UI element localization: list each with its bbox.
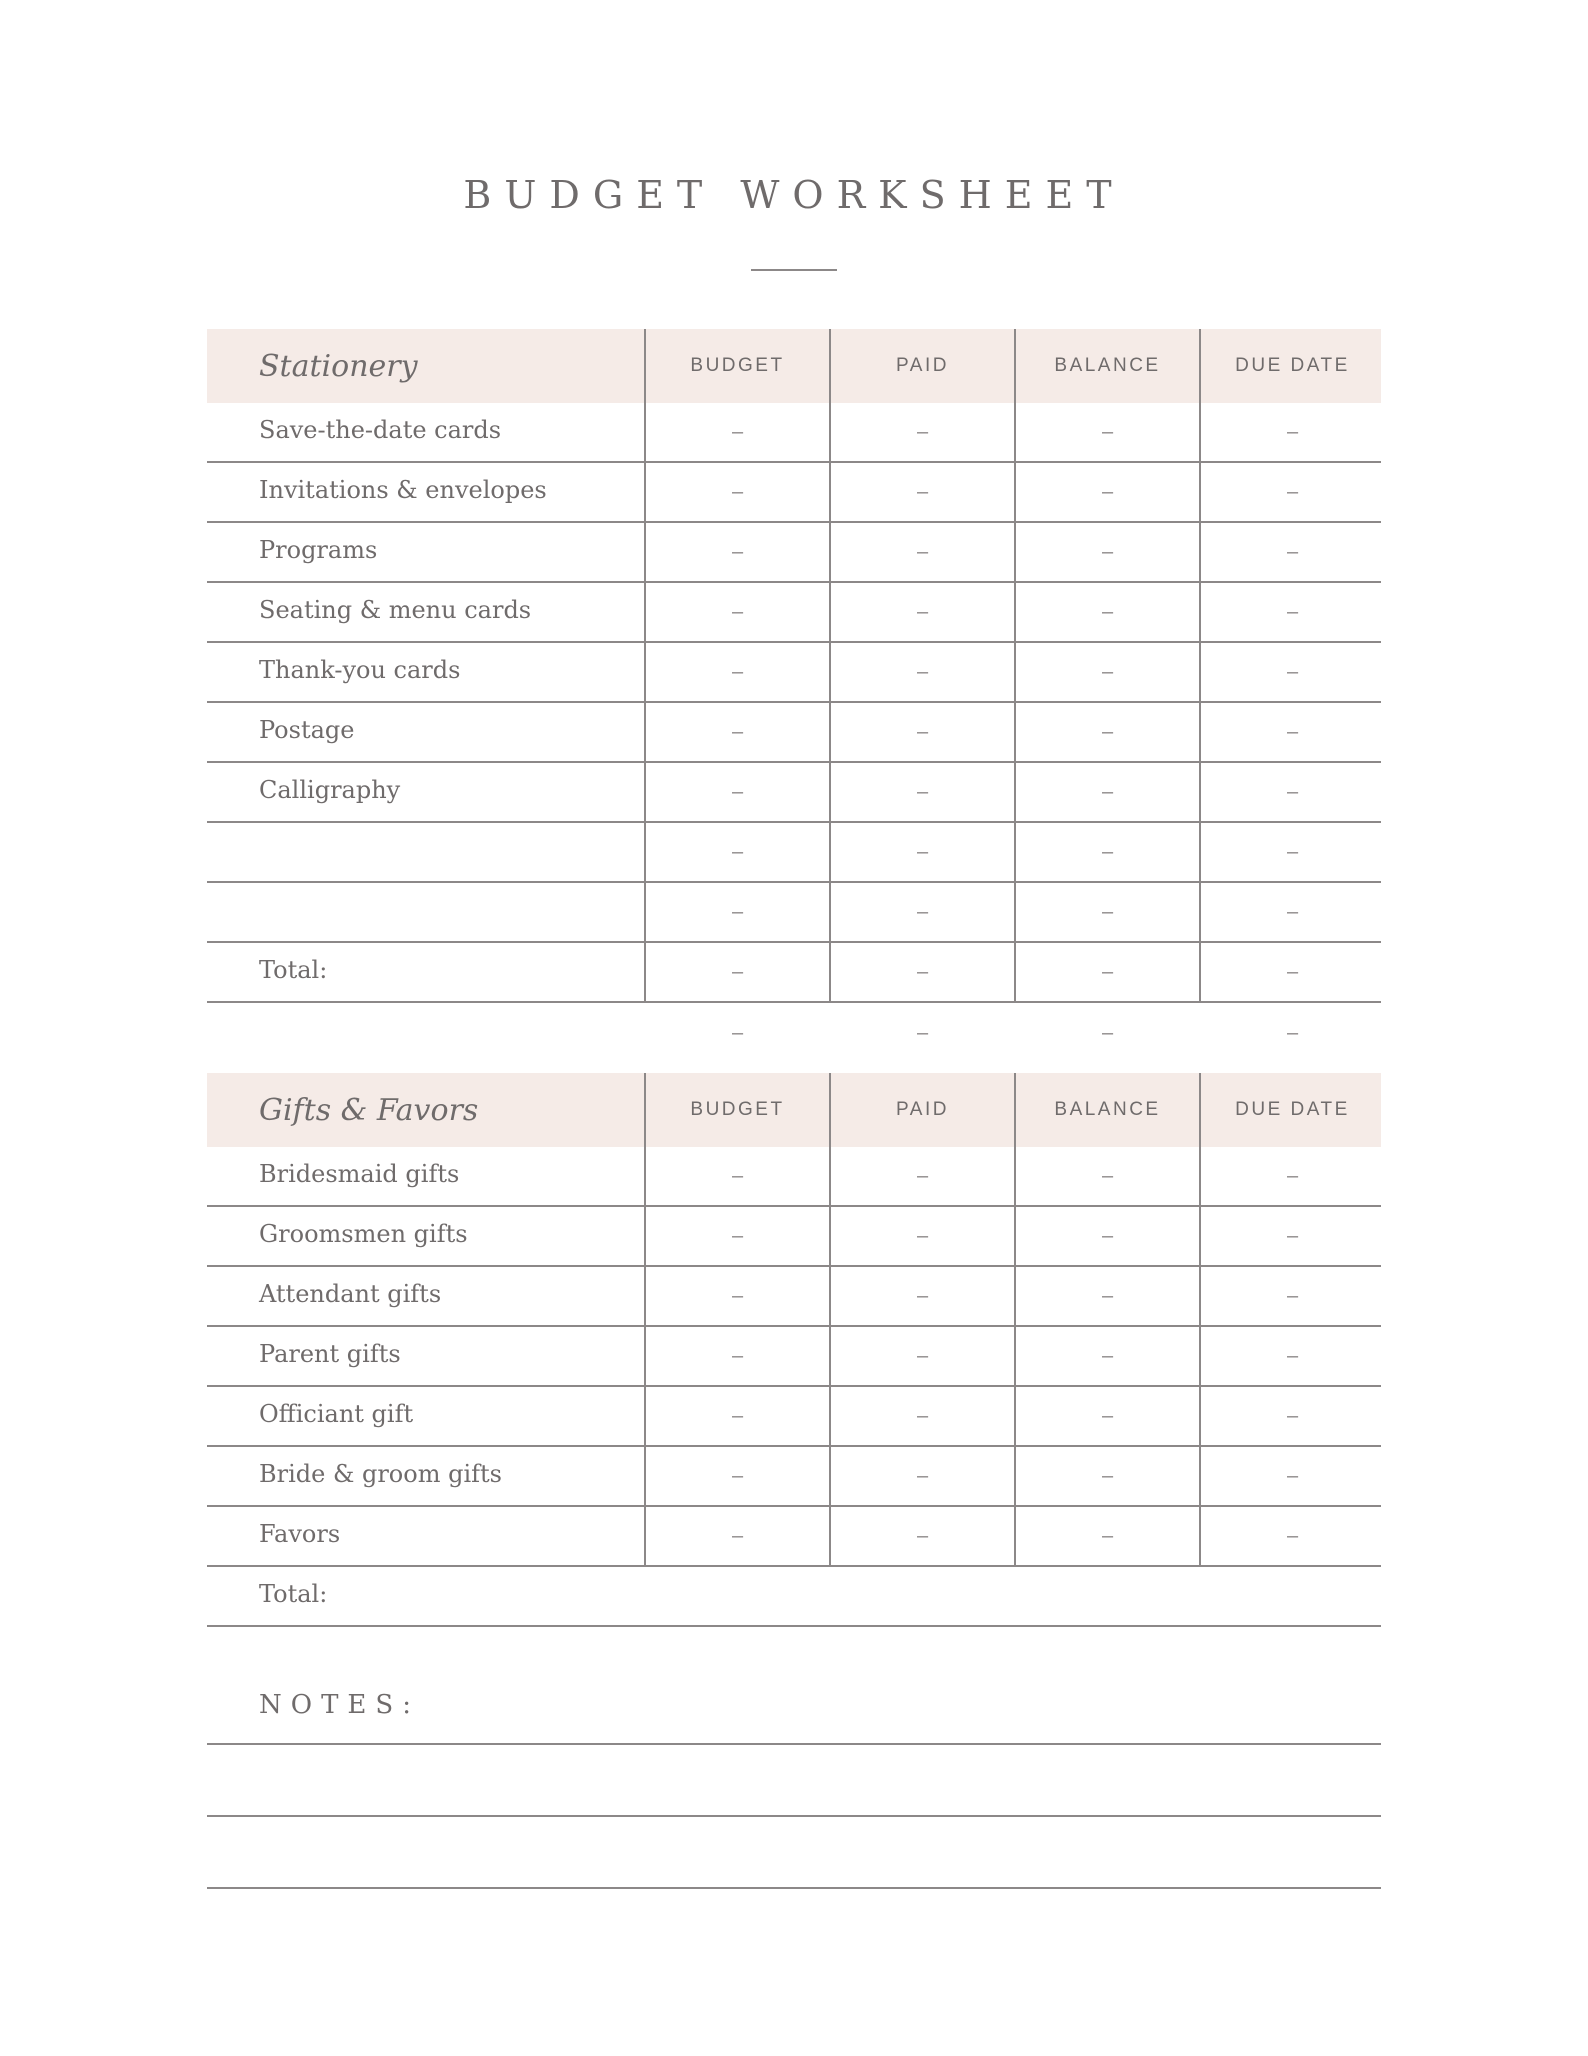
total-row bbox=[207, 943, 1381, 1003]
total-label: Total: bbox=[259, 1580, 328, 1608]
budget-cell[interactable]: – bbox=[644, 523, 829, 581]
column-header-balance: BALANCE bbox=[1014, 329, 1199, 403]
column-header-due-date: DUE DATE bbox=[1199, 1073, 1384, 1147]
due-date-cell[interactable]: – bbox=[1199, 763, 1384, 821]
table-row-open bbox=[207, 1003, 1381, 1063]
paid-cell[interactable]: – bbox=[829, 1387, 1014, 1445]
table-row bbox=[207, 523, 1381, 583]
balance-cell[interactable]: – bbox=[1014, 523, 1199, 581]
section-title-stationery: Stationery bbox=[259, 348, 418, 384]
balance-cell[interactable]: – bbox=[1014, 703, 1199, 761]
table-row-blank bbox=[207, 823, 1381, 883]
paid-cell[interactable]: – bbox=[829, 1507, 1014, 1565]
paid-cell[interactable]: – bbox=[829, 463, 1014, 521]
item-label-blank[interactable] bbox=[207, 823, 644, 881]
budget-cell[interactable]: – bbox=[644, 643, 829, 701]
item-label: Invitations & envelopes bbox=[259, 476, 547, 504]
balance-cell[interactable]: – bbox=[1014, 463, 1199, 521]
paid-total-cell[interactable] bbox=[829, 1567, 1014, 1625]
due-date-cell[interactable]: – bbox=[1199, 583, 1384, 641]
section-title-gifts: Gifts & Favors bbox=[259, 1092, 479, 1128]
paid-cell[interactable]: – bbox=[829, 883, 1014, 941]
balance-cell[interactable]: – bbox=[1014, 1147, 1199, 1205]
due-date-cell[interactable]: – bbox=[1199, 463, 1384, 521]
budget-cell[interactable]: – bbox=[644, 823, 829, 881]
paid-cell[interactable]: – bbox=[829, 1207, 1014, 1265]
item-label: Groomsmen gifts bbox=[259, 1220, 468, 1248]
balance-cell[interactable]: – bbox=[1014, 763, 1199, 821]
budget-cell[interactable]: – bbox=[644, 583, 829, 641]
notes-section bbox=[207, 1690, 1381, 1889]
balance-cell[interactable]: – bbox=[1014, 1447, 1199, 1505]
table-row bbox=[207, 1387, 1381, 1447]
balance-cell[interactable]: – bbox=[1101, 1021, 1114, 1044]
balance-cell[interactable]: – bbox=[1014, 403, 1199, 461]
balance-cell[interactable]: – bbox=[1014, 1267, 1199, 1325]
column-header-balance: BALANCE bbox=[1014, 1073, 1199, 1147]
balance-cell[interactable]: – bbox=[1014, 1327, 1199, 1385]
title-divider bbox=[751, 269, 837, 271]
notes-line[interactable] bbox=[207, 1745, 1381, 1817]
due-date-total-cell[interactable] bbox=[1199, 1567, 1384, 1625]
paid-cell[interactable]: – bbox=[829, 643, 1014, 701]
balance-cell[interactable]: – bbox=[1014, 823, 1199, 881]
balance-cell[interactable]: – bbox=[1014, 1387, 1199, 1445]
table-row bbox=[207, 1267, 1381, 1327]
item-label: Parent gifts bbox=[259, 1340, 401, 1368]
notes-label: NOTES: bbox=[207, 1690, 1381, 1745]
budget-cell[interactable]: – bbox=[731, 1021, 744, 1044]
paid-cell[interactable]: – bbox=[829, 1327, 1014, 1385]
budget-cell[interactable]: – bbox=[644, 703, 829, 761]
item-label: Seating & menu cards bbox=[259, 596, 532, 624]
item-label: Thank-you cards bbox=[259, 656, 461, 684]
table-row bbox=[207, 583, 1381, 643]
due-date-cell[interactable]: – bbox=[1199, 523, 1384, 581]
item-label: Programs bbox=[259, 536, 378, 564]
total-row bbox=[207, 1567, 1381, 1627]
budget-cell[interactable]: – bbox=[644, 1507, 829, 1565]
table-row bbox=[207, 1507, 1381, 1567]
due-date-cell[interactable]: – bbox=[1199, 1327, 1384, 1385]
paid-cell[interactable]: – bbox=[829, 403, 1014, 461]
table-row bbox=[207, 463, 1381, 523]
item-label: Favors bbox=[259, 1520, 341, 1548]
balance-cell[interactable]: – bbox=[1014, 643, 1199, 701]
gifts-table bbox=[207, 1073, 1381, 1627]
due-date-cell[interactable]: – bbox=[1199, 1447, 1384, 1505]
due-date-cell[interactable]: – bbox=[1199, 1207, 1384, 1265]
due-date-cell[interactable]: – bbox=[1199, 703, 1384, 761]
column-header-paid: PAID bbox=[829, 329, 1014, 403]
item-label-empty bbox=[207, 1003, 644, 1063]
table-row bbox=[207, 1207, 1381, 1267]
balance-total-cell[interactable]: – bbox=[1014, 943, 1199, 1001]
budget-cell[interactable]: – bbox=[644, 883, 829, 941]
due-date-cell[interactable]: – bbox=[1199, 823, 1384, 881]
column-header-budget: BUDGET bbox=[644, 329, 829, 403]
table-row bbox=[207, 403, 1381, 463]
paid-cell[interactable]: – bbox=[829, 1267, 1014, 1325]
paid-cell[interactable]: – bbox=[829, 583, 1014, 641]
item-label: Postage bbox=[259, 716, 355, 744]
budget-total-cell[interactable]: – bbox=[644, 943, 829, 1001]
budget-cell[interactable]: – bbox=[644, 1327, 829, 1385]
stationery-table bbox=[207, 329, 1381, 1063]
item-label: Bride & groom gifts bbox=[259, 1460, 502, 1488]
paid-cell[interactable]: – bbox=[829, 523, 1014, 581]
item-label: Bridesmaid gifts bbox=[259, 1160, 460, 1188]
column-header-paid: PAID bbox=[829, 1073, 1014, 1147]
budget-cell[interactable]: – bbox=[644, 1387, 829, 1445]
paid-cell[interactable]: – bbox=[916, 1021, 929, 1044]
paid-cell[interactable]: – bbox=[829, 763, 1014, 821]
due-date-cell[interactable]: – bbox=[1199, 1387, 1384, 1445]
item-label: Calligraphy bbox=[259, 776, 401, 804]
table-row-blank bbox=[207, 883, 1381, 943]
balance-cell[interactable]: – bbox=[1014, 1207, 1199, 1265]
paid-total-cell[interactable]: – bbox=[829, 943, 1014, 1001]
budget-cell[interactable]: – bbox=[644, 1447, 829, 1505]
paid-cell[interactable]: – bbox=[829, 823, 1014, 881]
table-row bbox=[207, 763, 1381, 823]
stationery-header-row bbox=[207, 329, 1381, 403]
budget-total-cell[interactable] bbox=[644, 1567, 829, 1625]
table-row bbox=[207, 1447, 1381, 1507]
total-label: Total: bbox=[259, 956, 328, 984]
due-date-total-cell[interactable]: – bbox=[1199, 943, 1384, 1001]
balance-cell[interactable]: – bbox=[1014, 1507, 1199, 1565]
paid-cell[interactable]: – bbox=[829, 703, 1014, 761]
gifts-header-row bbox=[207, 1073, 1381, 1147]
budget-cell[interactable]: – bbox=[644, 763, 829, 821]
budget-cell[interactable]: – bbox=[644, 1147, 829, 1205]
budget-cell[interactable]: – bbox=[644, 463, 829, 521]
due-date-cell[interactable]: – bbox=[1199, 1267, 1384, 1325]
item-label: Officiant gift bbox=[259, 1400, 414, 1428]
table-row bbox=[207, 703, 1381, 763]
balance-cell[interactable]: – bbox=[1014, 883, 1199, 941]
paid-cell[interactable]: – bbox=[829, 1447, 1014, 1505]
table-row bbox=[207, 643, 1381, 703]
item-label: Save-the-date cards bbox=[259, 416, 502, 444]
notes-line[interactable] bbox=[207, 1817, 1381, 1889]
paid-cell[interactable]: – bbox=[829, 1147, 1014, 1205]
budget-cell[interactable]: – bbox=[644, 1207, 829, 1265]
due-date-cell[interactable]: – bbox=[1199, 403, 1384, 461]
due-date-cell[interactable]: – bbox=[1199, 643, 1384, 701]
table-row bbox=[207, 1327, 1381, 1387]
budget-cell[interactable]: – bbox=[644, 1267, 829, 1325]
balance-total-cell[interactable] bbox=[1014, 1567, 1199, 1625]
column-header-due-date: DUE DATE bbox=[1199, 329, 1384, 403]
table-row bbox=[207, 1147, 1381, 1207]
due-date-cell[interactable]: – bbox=[1286, 1021, 1299, 1044]
item-label: Attendant gifts bbox=[259, 1280, 442, 1308]
item-label-blank[interactable] bbox=[207, 883, 644, 941]
column-header-budget: BUDGET bbox=[644, 1073, 829, 1147]
page-title: BUDGET WORKSHEET bbox=[463, 173, 1125, 217]
due-date-cell[interactable]: – bbox=[1199, 1507, 1384, 1565]
budget-cell[interactable]: – bbox=[644, 403, 829, 461]
balance-cell[interactable]: – bbox=[1014, 583, 1199, 641]
due-date-cell[interactable]: – bbox=[1199, 1147, 1384, 1205]
due-date-cell[interactable]: – bbox=[1199, 883, 1384, 941]
